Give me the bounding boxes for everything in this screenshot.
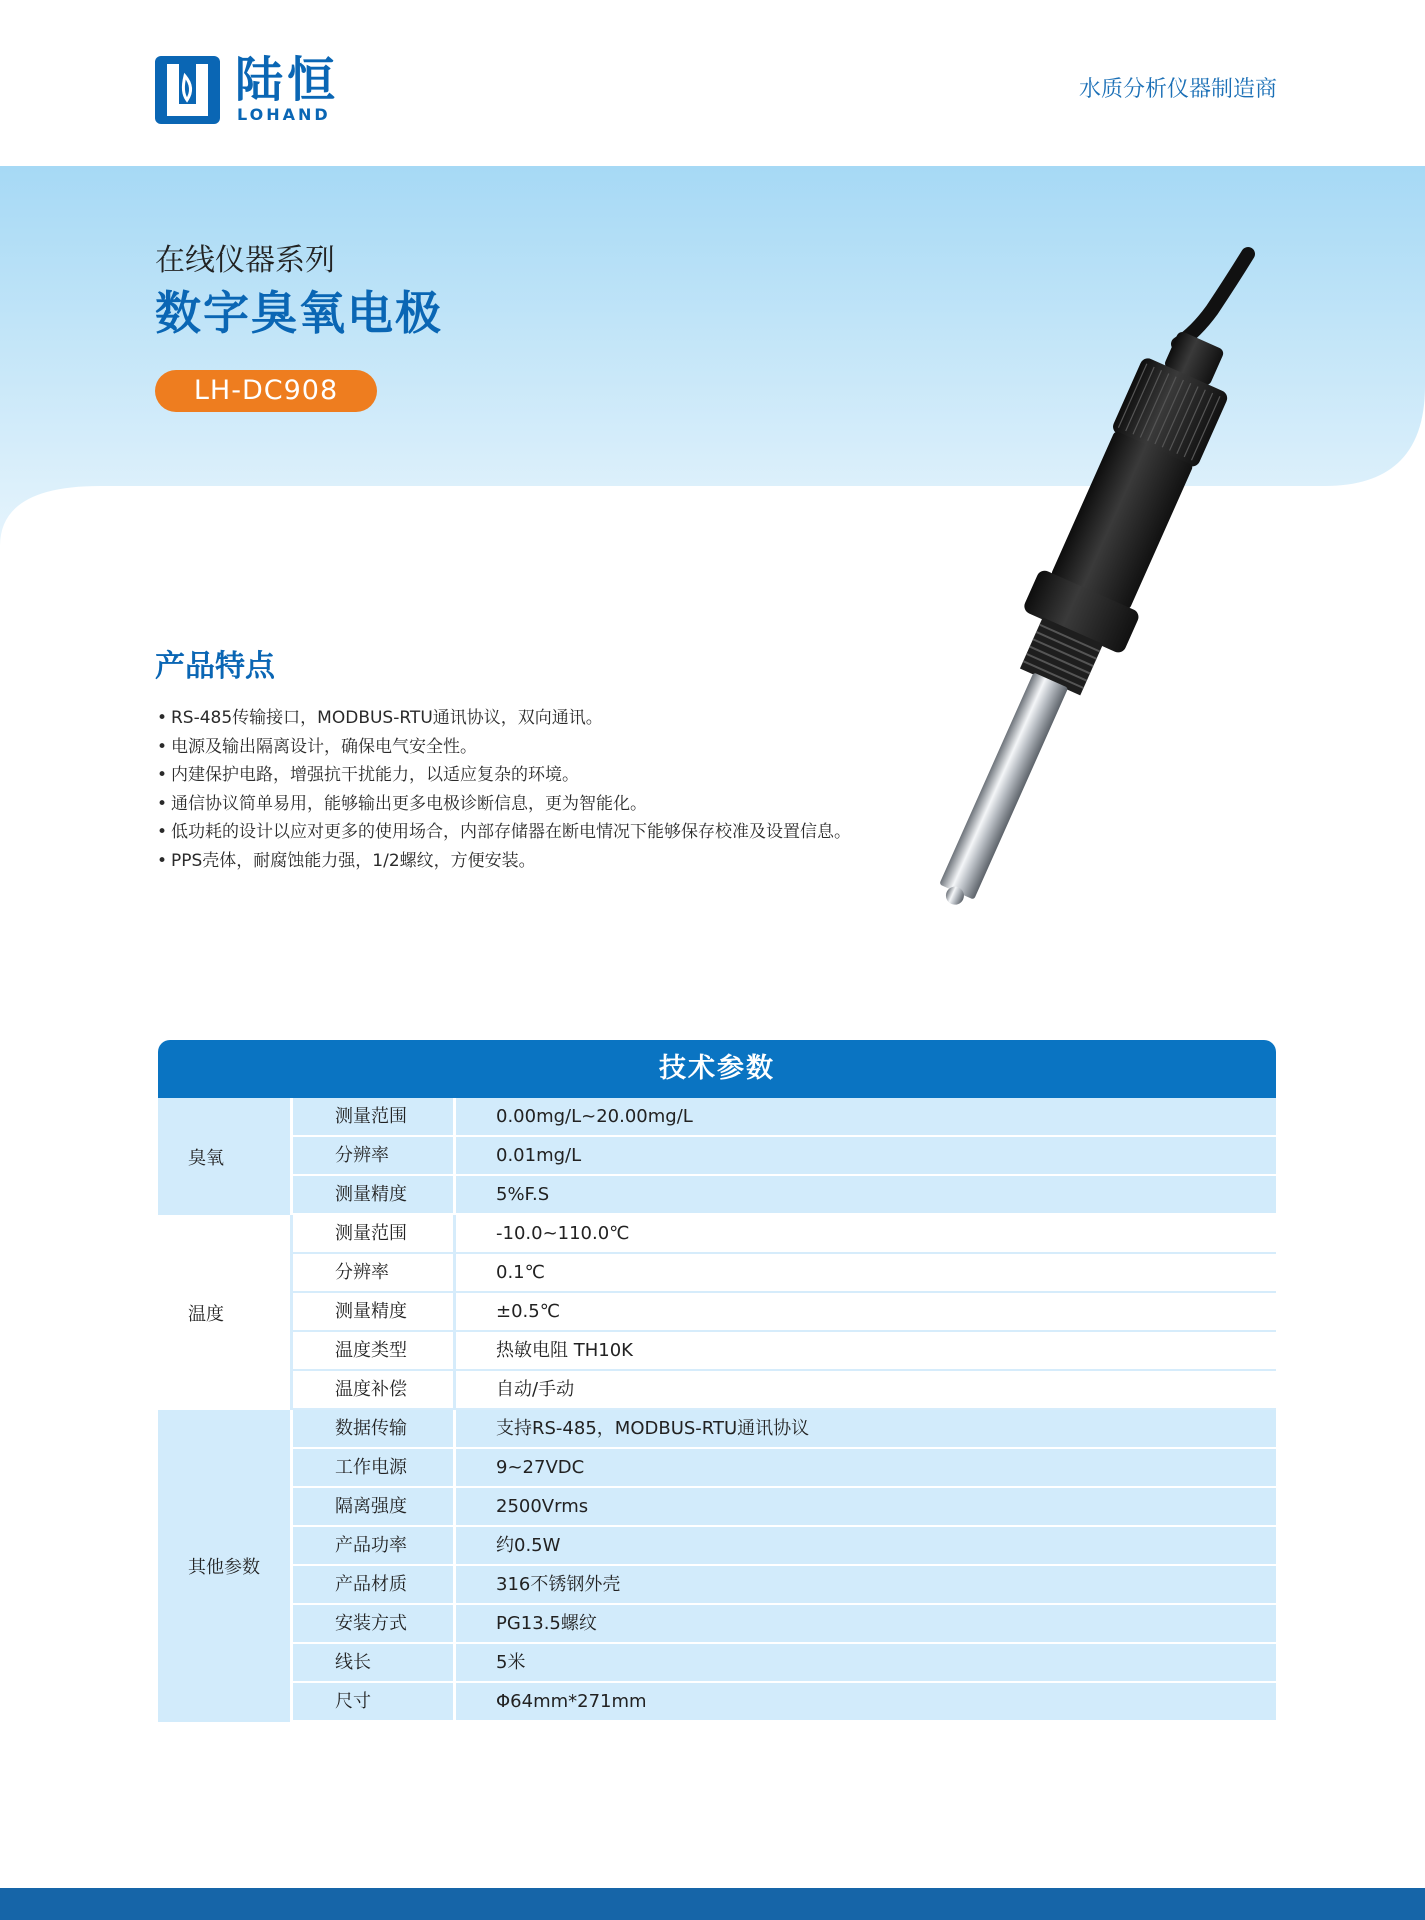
spec-value: 5%F.S — [496, 1184, 550, 1205]
spec-name: 产品功率 — [293, 1527, 456, 1564]
table-row — [293, 1332, 1276, 1371]
product-name: 数字臭氧电极 — [155, 286, 443, 340]
feature-item: • PPS壳体，耐腐蚀能力强，1/2螺纹，方便安装。 — [155, 847, 855, 876]
table-row — [293, 1605, 1276, 1644]
spec-value: 0.00mg/L~20.00mg/L — [496, 1106, 693, 1127]
spec-table-title: 技术参数 — [158, 1040, 1276, 1098]
table-row — [293, 1371, 1276, 1410]
table-row — [293, 1566, 1276, 1605]
lohand-logo-icon — [155, 56, 220, 124]
table-row — [293, 1098, 1276, 1137]
logo-chinese-name: 陆恒 — [235, 52, 340, 108]
spec-value: Φ64mm*271mm — [496, 1691, 647, 1712]
company-logo — [155, 52, 365, 126]
spec-name: 尺寸 — [293, 1683, 456, 1720]
feature-item: • 低功耗的设计以应对更多的使用场合，内部存储器在断电情况下能够保存校准及设置信息。 — [155, 818, 855, 847]
spec-name: 隔离强度 — [293, 1488, 456, 1525]
spec-table — [158, 1040, 1276, 1722]
table-row — [293, 1293, 1276, 1332]
features-list — [155, 704, 855, 876]
spec-value: 自动/手动 — [496, 1379, 575, 1400]
spec-value: 2500Vrms — [496, 1496, 589, 1517]
table-row — [293, 1137, 1276, 1176]
spec-value: ±0.5℃ — [496, 1301, 560, 1322]
spec-name: 测量范围 — [293, 1215, 456, 1252]
table-row — [293, 1215, 1276, 1254]
spec-name: 测量精度 — [293, 1176, 456, 1213]
spec-value: 热敏电阻 TH10K — [496, 1340, 633, 1361]
spec-name: 测量范围 — [293, 1098, 456, 1135]
spec-value: 约0.5W — [496, 1535, 561, 1556]
spec-group-ozone — [158, 1098, 1276, 1215]
spec-value: 316不锈钢外壳 — [496, 1574, 621, 1595]
feature-item: • RS-485传输接口，MODBUS-RTU通讯协议，双向通讯。 — [155, 704, 855, 733]
table-row — [293, 1527, 1276, 1566]
spec-name: 温度类型 — [293, 1332, 456, 1369]
spec-value: PG13.5螺纹 — [496, 1613, 597, 1634]
spec-value: 0.1℃ — [496, 1262, 545, 1283]
table-row — [293, 1644, 1276, 1683]
spec-group-temperature — [158, 1215, 1276, 1410]
spec-group-label: 臭氧 — [158, 1098, 293, 1215]
feature-item: • 内建保护电路，增强抗干扰能力，以适应复杂的环境。 — [155, 761, 855, 790]
features-title: 产品特点 — [155, 649, 275, 684]
spec-name: 线长 — [293, 1644, 456, 1681]
table-row — [293, 1176, 1276, 1215]
feature-item: • 电源及输出隔离设计，确保电气安全性。 — [155, 733, 855, 762]
spec-name: 安装方式 — [293, 1605, 456, 1642]
footer-band — [0, 1888, 1425, 1920]
company-tagline: 水质分析仪器制造商 — [1078, 77, 1277, 102]
logo-english-name: LOHAND — [237, 105, 331, 124]
spec-value: 0.01mg/L — [496, 1145, 582, 1166]
spec-value: 9~27VDC — [496, 1457, 585, 1478]
spec-value: -10.0~110.0℃ — [496, 1223, 630, 1244]
spec-name: 产品材质 — [293, 1566, 456, 1603]
spec-name: 分辨率 — [293, 1254, 456, 1291]
model-badge: LH-DC908 — [155, 370, 377, 412]
spec-value: 支持RS-485，MODBUS-RTU通讯协议 — [496, 1418, 810, 1439]
spec-name: 测量精度 — [293, 1293, 456, 1330]
table-row — [293, 1254, 1276, 1293]
table-row — [293, 1410, 1276, 1449]
page-header — [0, 0, 1425, 166]
spec-name: 工作电源 — [293, 1449, 456, 1486]
table-row — [293, 1449, 1276, 1488]
spec-value: 5米 — [496, 1652, 526, 1673]
ozone-electrode-image — [860, 240, 1280, 940]
spec-name: 温度补偿 — [293, 1371, 456, 1408]
table-row — [293, 1683, 1276, 1722]
table-row — [293, 1488, 1276, 1527]
product-series: 在线仪器系列 — [155, 243, 335, 278]
spec-name: 数据传输 — [293, 1410, 456, 1447]
spec-group-other — [158, 1410, 1276, 1722]
spec-name: 分辨率 — [293, 1137, 456, 1174]
spec-group-label: 温度 — [158, 1215, 293, 1410]
spec-group-label: 其他参数 — [158, 1410, 293, 1722]
feature-item: • 通信协议简单易用，能够输出更多电极诊断信息，更为智能化。 — [155, 790, 855, 819]
